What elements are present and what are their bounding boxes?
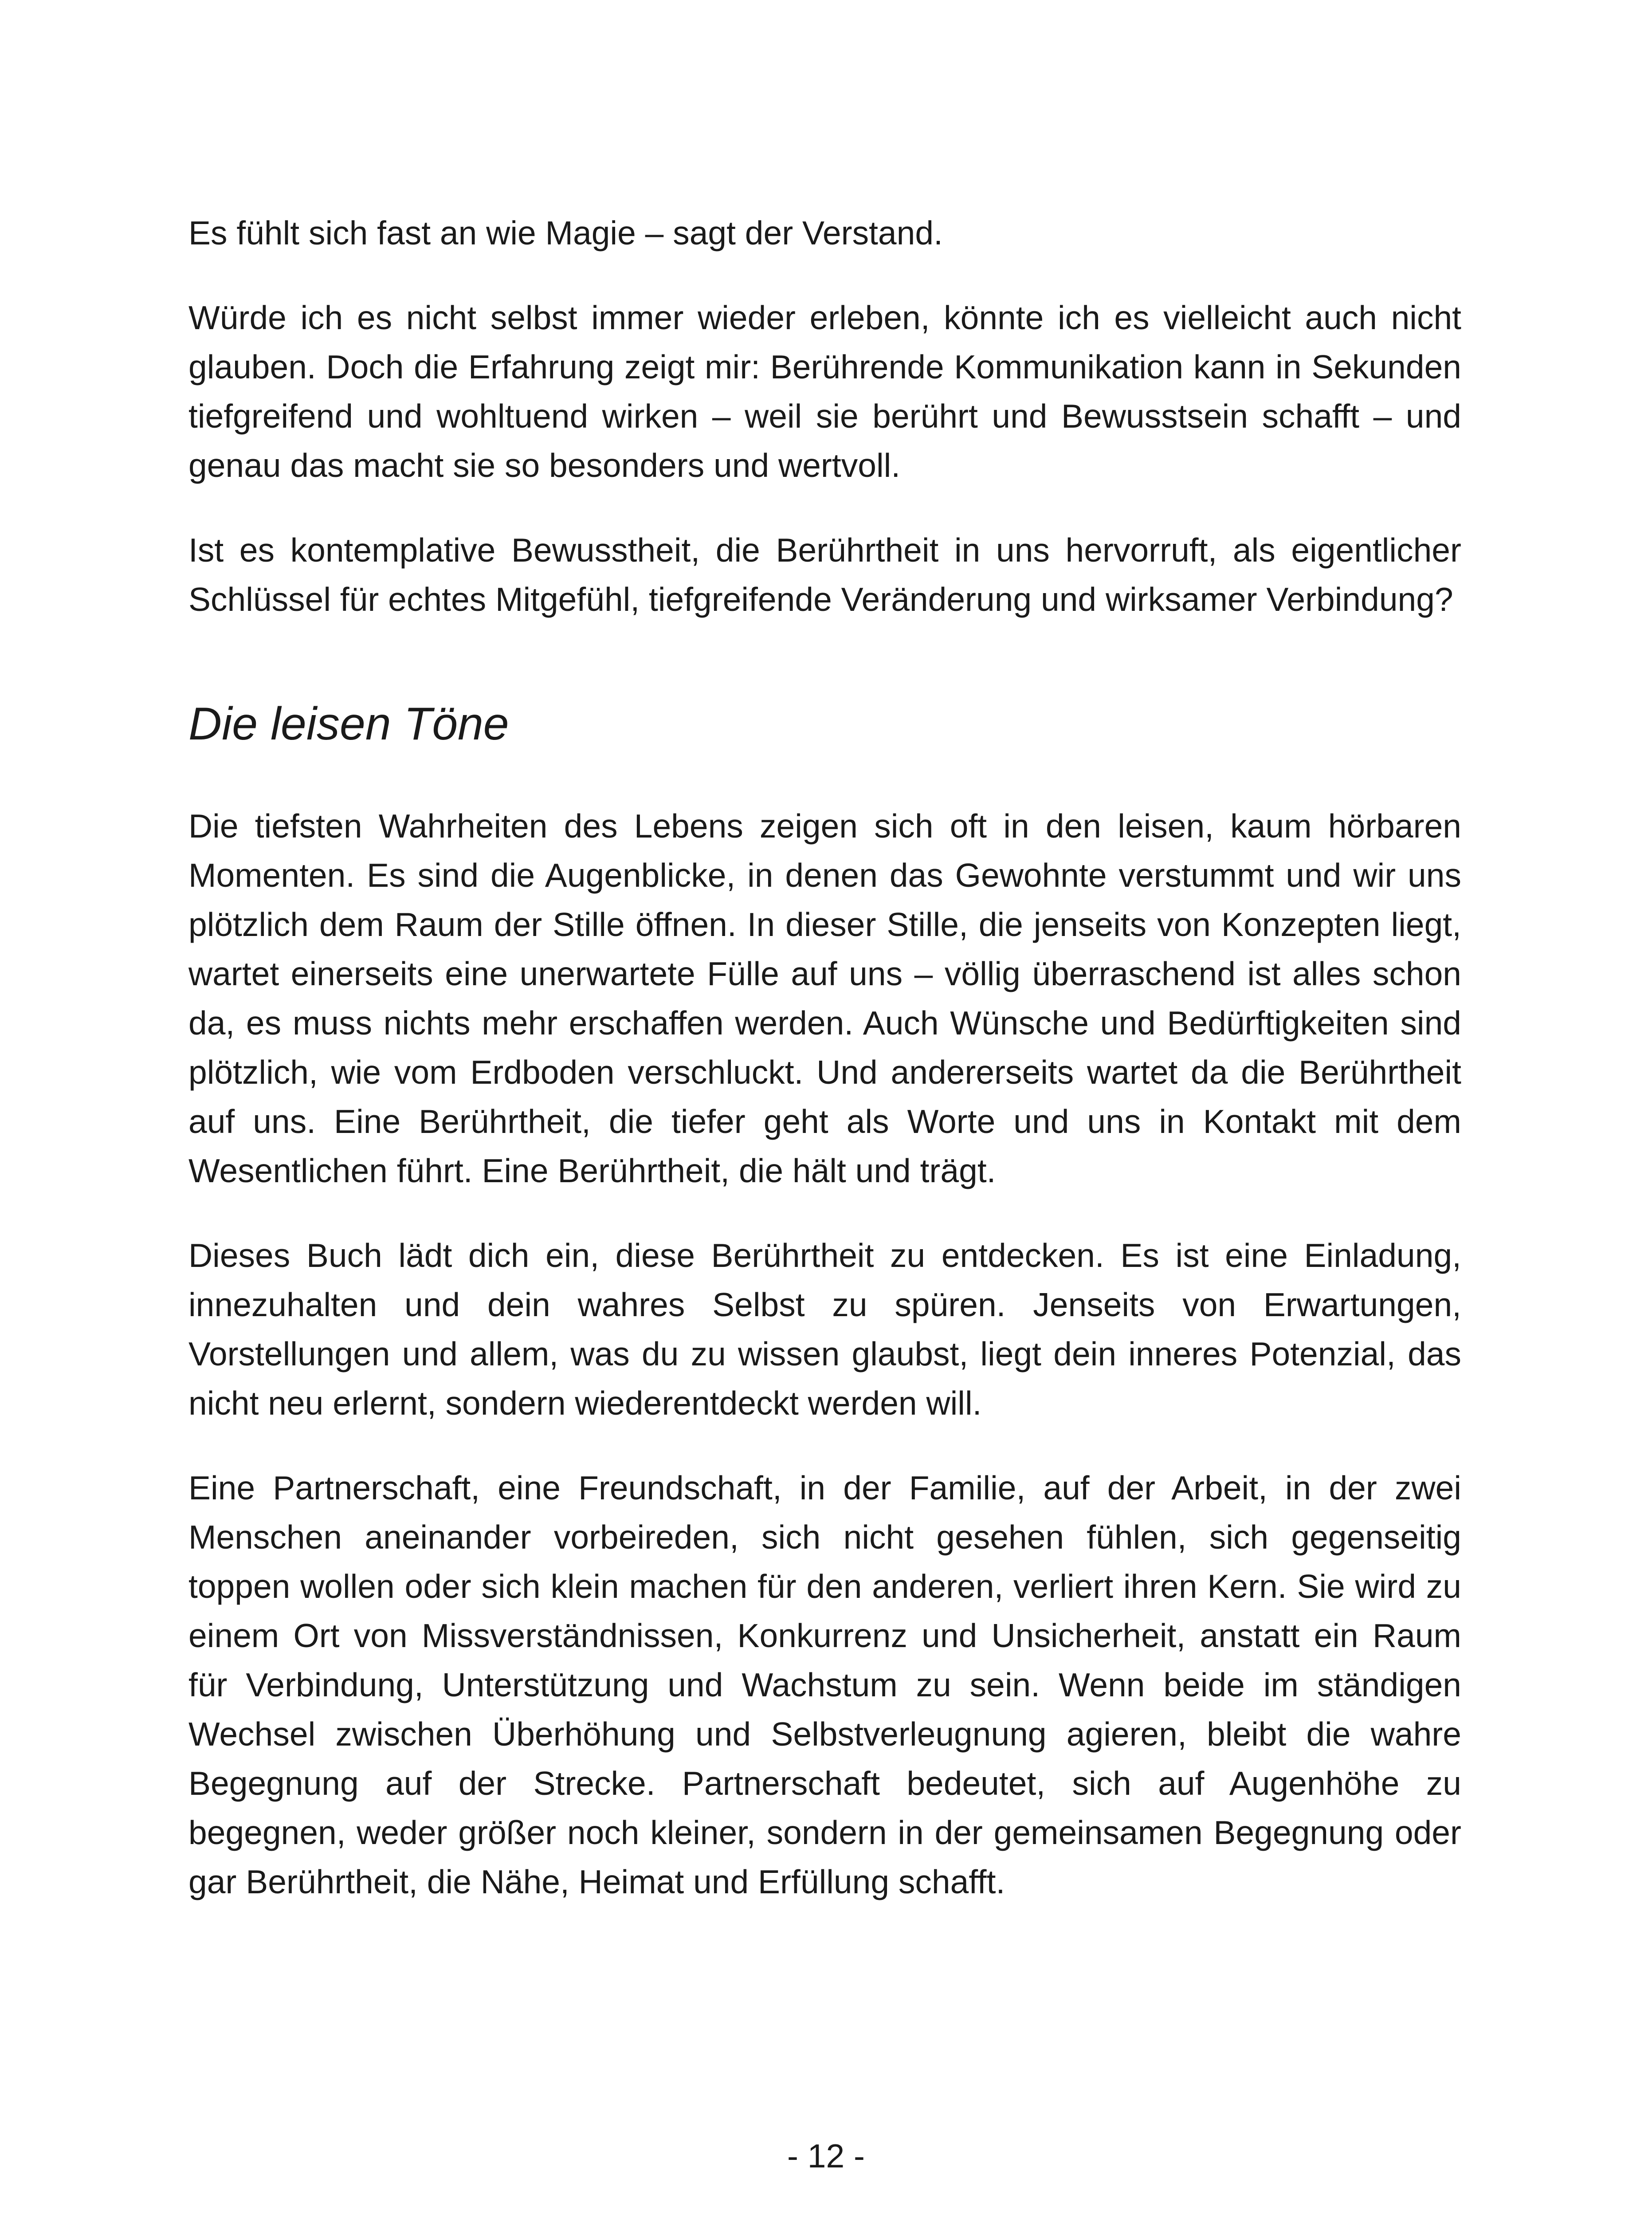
section-paragraph-1: Die tiefsten Wahrheiten des Lebens zeigen sich oft in den leisen, kaum hörbaren Momenten. Es sind die Augenblicke, in denen das Gewohnte verstummt und wir uns plötzlich dem Raum der Stille öffnen. In dieser Stille, die jenseits von Konzepten liegt, wartet einerseits eine unerwartete Fülle auf uns – völlig überraschend ist alles schon da, es muss nichts mehr erschaffen werden. Auch Wünsche und Bedürftigkeiten sind plötzlich, wie vom Erdboden verschluckt. Und andererseits wartet da die Berührtheit auf uns. Eine Berührtheit, die tiefer geht als Worte und uns in Kontakt mit dem Wesentlichen führt. Eine Berührtheit, die hält und trägt. (188, 807, 1461, 1189)
section-paragraph-2: Dieses Buch lädt dich ein, diese Berührtheit zu entdecken. Es ist eine Einladung, innezuhalten und dein wahres Selbst zu spüren. Jenseits von Erwartungen, Vorstellungen und allem, was du zu wissen glaubst, liegt dein inneres Potenzial, das nicht neu erlernt, sondern wiederentdeckt werden will. (188, 1237, 1461, 1422)
paragraph-intro-2: Würde ich es nicht selbst immer wieder erleben, könnte ich es vielleicht auch nicht glauben. Doch die Erfahrung zeigt mir: Berührende Kommunikation kann in Sekunden tiefgreifend und wohltuend wirken – weil sie berührt und Bewusstsein schafft – und genau das macht sie so besonders und wertvoll. (188, 299, 1461, 484)
page-number: - 12 - (787, 2137, 865, 2175)
section-paragraph-3: Eine Partnerschaft, eine Freundschaft, in der Familie, auf der Arbeit, in der zwei Menschen aneinander vorbeireden, sich nicht gesehen fühlen, sich gegenseitig toppen wollen oder sich klein machen für den anderen, verliert ihren Kern. Sie wird zu einem Ort von Missverständnissen, Konkurrenz und Unsicherheit, anstatt ein Raum für Verbindung, Unterstützung und Wachstum zu sein. Wenn beide im ständigen Wechsel zwischen Überhöhung und Selbstverleugnung agieren, bleibt die wahre Begegnung auf der Strecke. Partnerschaft bedeutet, sich auf Augenhöhe zu begegnen, weder größer noch kleiner, sondern in der gemeinsamen Begegnung oder gar Berührtheit, die Nähe, Heimat und Erfüllung schafft. (188, 1469, 1461, 1900)
section-heading: Die leisen Töne (188, 698, 509, 750)
paragraph-intro-1: Es fühlt sich fast an wie Magie – sagt der Verstand. (188, 214, 943, 252)
page-body (188, 208, 1461, 1942)
paragraph-intro-3: Ist es kontemplative Bewusstheit, die Berührtheit in uns hervorruft, als eigentlicher Schlüssel für echtes Mitgefühl, tiefgreifende Veränderung und wirksamer Verbindung? (188, 531, 1461, 618)
